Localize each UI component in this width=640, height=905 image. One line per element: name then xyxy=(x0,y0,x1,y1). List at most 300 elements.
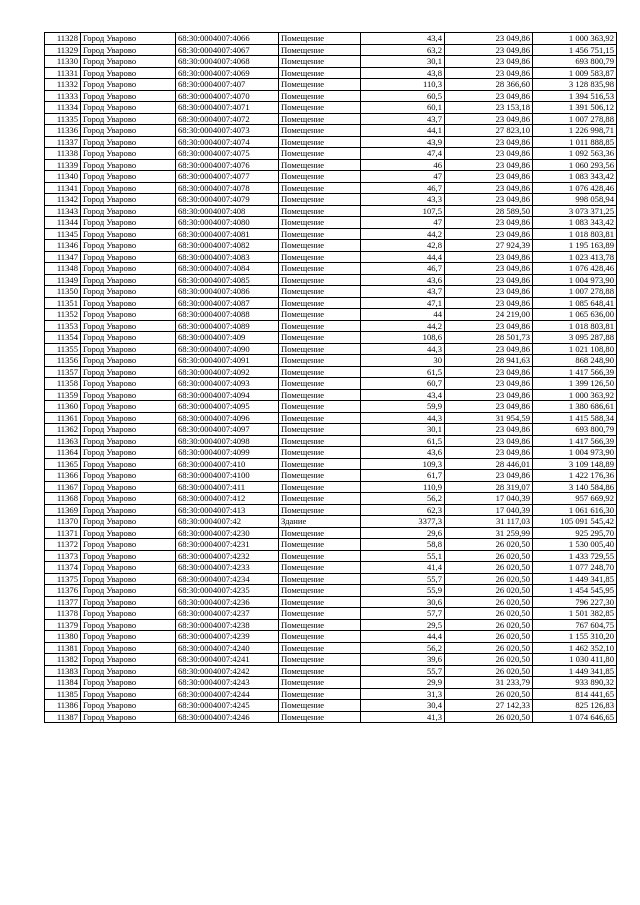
row-number-cell: 11331 xyxy=(45,67,81,79)
area-cell: 42,8 xyxy=(361,240,445,252)
area-cell: 58,8 xyxy=(361,539,445,551)
cadastral-number-cell: 68:30:0004007:4096 xyxy=(176,412,279,424)
area-cell: 43,7 xyxy=(361,286,445,298)
row-number-cell: 11368 xyxy=(45,493,81,505)
table-row xyxy=(45,217,617,229)
row-number-cell: 11384 xyxy=(45,677,81,689)
unit-value-cell: 23 049,86 xyxy=(445,228,533,240)
cadastral-number-cell: 68:30:0004007:4230 xyxy=(176,527,279,539)
table-body xyxy=(45,33,617,723)
unit-value-cell: 31 117,03 xyxy=(445,516,533,528)
area-cell: 60,7 xyxy=(361,378,445,390)
unit-value-cell: 27 142,33 xyxy=(445,700,533,712)
cadastral-number-cell: 68:30:0004007:4233 xyxy=(176,562,279,574)
area-cell: 3377,3 xyxy=(361,516,445,528)
cadastral-number-cell: 68:30:0004007:4232 xyxy=(176,550,279,562)
area-cell: 30,1 xyxy=(361,56,445,68)
row-number-cell: 11367 xyxy=(45,481,81,493)
cadastral-number-cell: 68:30:0004007:4091 xyxy=(176,355,279,367)
object-type-cell: Помещение xyxy=(279,274,361,286)
locality-cell: Город Уварово xyxy=(81,470,176,482)
object-type-cell: Помещение xyxy=(279,562,361,574)
area-cell: 61,7 xyxy=(361,470,445,482)
locality-cell: Город Уварово xyxy=(81,113,176,125)
row-number-cell: 11329 xyxy=(45,44,81,56)
unit-value-cell: 26 020,50 xyxy=(445,585,533,597)
row-number-cell: 11365 xyxy=(45,458,81,470)
area-cell: 43,4 xyxy=(361,33,445,45)
area-cell: 43,9 xyxy=(361,136,445,148)
cadastral-value-cell: 1 394 516,53 xyxy=(533,90,617,102)
cadastral-value-cell: 1 083 343,42 xyxy=(533,217,617,229)
cadastral-value-cell: 1 155 310,20 xyxy=(533,631,617,643)
unit-value-cell: 23 049,86 xyxy=(445,320,533,332)
unit-value-cell: 26 020,50 xyxy=(445,688,533,700)
locality-cell: Город Уварово xyxy=(81,493,176,505)
table-row xyxy=(45,33,617,45)
table-row xyxy=(45,148,617,160)
table-row xyxy=(45,573,617,585)
object-type-cell: Помещение xyxy=(279,631,361,643)
cadastral-number-cell: 68:30:0004007:4068 xyxy=(176,56,279,68)
area-cell: 44,4 xyxy=(361,251,445,263)
table-row xyxy=(45,343,617,355)
cadastral-number-cell: 68:30:0004007:4076 xyxy=(176,159,279,171)
unit-value-cell: 26 020,50 xyxy=(445,711,533,723)
cadastral-value-cell: 1 456 751,15 xyxy=(533,44,617,56)
cadastral-value-cell: 1 092 563,36 xyxy=(533,148,617,160)
table-row xyxy=(45,44,617,56)
locality-cell: Город Уварово xyxy=(81,516,176,528)
cadastral-value-cell: 796 227,30 xyxy=(533,596,617,608)
locality-cell: Город Уварово xyxy=(81,412,176,424)
cadastral-number-cell: 68:30:0004007:4088 xyxy=(176,309,279,321)
object-type-cell: Помещение xyxy=(279,297,361,309)
table-row xyxy=(45,470,617,482)
unit-value-cell: 26 020,50 xyxy=(445,642,533,654)
cadastral-value-cell: 1 004 973,90 xyxy=(533,274,617,286)
table-row xyxy=(45,159,617,171)
cadastral-number-cell: 68:30:0004007:4097 xyxy=(176,424,279,436)
object-type-cell: Помещение xyxy=(279,378,361,390)
cadastral-value-cell: 1 449 341,85 xyxy=(533,665,617,677)
table-row xyxy=(45,125,617,137)
row-number-cell: 11356 xyxy=(45,355,81,367)
unit-value-cell: 28 589,50 xyxy=(445,205,533,217)
table-row xyxy=(45,274,617,286)
object-type-cell: Помещение xyxy=(279,113,361,125)
locality-cell: Город Уварово xyxy=(81,700,176,712)
object-type-cell: Помещение xyxy=(279,44,361,56)
area-cell: 43,3 xyxy=(361,194,445,206)
area-cell: 29,9 xyxy=(361,677,445,689)
area-cell: 44,2 xyxy=(361,228,445,240)
object-type-cell: Помещение xyxy=(279,711,361,723)
cadastral-value-cell: 1 060 293,56 xyxy=(533,159,617,171)
locality-cell: Город Уварово xyxy=(81,297,176,309)
cadastral-number-cell: 68:30:0004007:4073 xyxy=(176,125,279,137)
cadastral-value-cell: 1 023 413,78 xyxy=(533,251,617,263)
cadastral-value-cell: 1 417 566,39 xyxy=(533,366,617,378)
table-row xyxy=(45,596,617,608)
cadastral-value-cell: 1 530 005,40 xyxy=(533,539,617,551)
area-cell: 55,1 xyxy=(361,550,445,562)
unit-value-cell: 31 259,99 xyxy=(445,527,533,539)
row-number-cell: 11363 xyxy=(45,435,81,447)
table-row xyxy=(45,619,617,631)
table-row xyxy=(45,263,617,275)
object-type-cell: Помещение xyxy=(279,90,361,102)
cadastral-value-cell: 1 391 506,12 xyxy=(533,102,617,114)
unit-value-cell: 23 049,86 xyxy=(445,470,533,482)
locality-cell: Город Уварово xyxy=(81,550,176,562)
cadastral-number-cell: 68:30:0004007:4098 xyxy=(176,435,279,447)
area-cell: 30,6 xyxy=(361,596,445,608)
cadastral-value-cell: 1 380 686,61 xyxy=(533,401,617,413)
unit-value-cell: 23 049,86 xyxy=(445,297,533,309)
object-type-cell: Помещение xyxy=(279,401,361,413)
locality-cell: Город Уварово xyxy=(81,665,176,677)
object-type-cell: Помещение xyxy=(279,688,361,700)
table-row xyxy=(45,688,617,700)
object-type-cell: Помещение xyxy=(279,125,361,137)
area-cell: 43,6 xyxy=(361,274,445,286)
cadastral-value-table xyxy=(44,32,617,723)
object-type-cell: Помещение xyxy=(279,654,361,666)
cadastral-number-cell: 68:30:0004007:4069 xyxy=(176,67,279,79)
row-number-cell: 11369 xyxy=(45,504,81,516)
row-number-cell: 11333 xyxy=(45,90,81,102)
table-row xyxy=(45,642,617,654)
area-cell: 47 xyxy=(361,217,445,229)
row-number-cell: 11375 xyxy=(45,573,81,585)
table-row xyxy=(45,136,617,148)
table-row xyxy=(45,516,617,528)
area-cell: 47 xyxy=(361,171,445,183)
area-cell: 60,1 xyxy=(361,102,445,114)
locality-cell: Город Уварово xyxy=(81,677,176,689)
row-number-cell: 11335 xyxy=(45,113,81,125)
locality-cell: Город Уварово xyxy=(81,447,176,459)
object-type-cell: Помещение xyxy=(279,504,361,516)
cadastral-value-cell: 1 000 363,92 xyxy=(533,33,617,45)
area-cell: 46 xyxy=(361,159,445,171)
object-type-cell: Помещение xyxy=(279,343,361,355)
cadastral-number-cell: 68:30:0004007:4083 xyxy=(176,251,279,263)
cadastral-number-cell: 68:30:0004007:411 xyxy=(176,481,279,493)
cadastral-value-cell: 957 669,92 xyxy=(533,493,617,505)
cadastral-number-cell: 68:30:0004007:4236 xyxy=(176,596,279,608)
cadastral-value-cell: 1 415 588,34 xyxy=(533,412,617,424)
area-cell: 110,9 xyxy=(361,481,445,493)
cadastral-number-cell: 68:30:0004007:4082 xyxy=(176,240,279,252)
object-type-cell: Помещение xyxy=(279,424,361,436)
row-number-cell: 11383 xyxy=(45,665,81,677)
table-row xyxy=(45,171,617,183)
table-row xyxy=(45,654,617,666)
cadastral-value-cell: 1 018 803,81 xyxy=(533,228,617,240)
row-number-cell: 11330 xyxy=(45,56,81,68)
row-number-cell: 11343 xyxy=(45,205,81,217)
cadastral-value-cell: 105 091 545,42 xyxy=(533,516,617,528)
cadastral-value-cell: 1 030 411,80 xyxy=(533,654,617,666)
table-row xyxy=(45,378,617,390)
locality-cell: Город Уварово xyxy=(81,320,176,332)
area-cell: 44,3 xyxy=(361,412,445,424)
object-type-cell: Помещение xyxy=(279,159,361,171)
cadastral-value-cell: 1 454 545,95 xyxy=(533,585,617,597)
cadastral-value-cell: 1 433 729,55 xyxy=(533,550,617,562)
row-number-cell: 11350 xyxy=(45,286,81,298)
object-type-cell: Помещение xyxy=(279,33,361,45)
cadastral-number-cell: 68:30:0004007:4099 xyxy=(176,447,279,459)
area-cell: 55,9 xyxy=(361,585,445,597)
cadastral-number-cell: 68:30:0004007:4075 xyxy=(176,148,279,160)
table-row xyxy=(45,539,617,551)
cadastral-value-cell: 1 449 341,85 xyxy=(533,573,617,585)
cadastral-value-cell: 3 095 287,88 xyxy=(533,332,617,344)
locality-cell: Город Уварово xyxy=(81,562,176,574)
row-number-cell: 11336 xyxy=(45,125,81,137)
area-cell: 56,2 xyxy=(361,493,445,505)
locality-cell: Город Уварово xyxy=(81,631,176,643)
cadastral-number-cell: 68:30:0004007:412 xyxy=(176,493,279,505)
row-number-cell: 11381 xyxy=(45,642,81,654)
cadastral-number-cell: 68:30:0004007:4074 xyxy=(176,136,279,148)
area-cell: 46,7 xyxy=(361,182,445,194)
locality-cell: Город Уварово xyxy=(81,79,176,91)
table-row xyxy=(45,56,617,68)
locality-cell: Город Уварово xyxy=(81,332,176,344)
cadastral-number-cell: 68:30:0004007:4244 xyxy=(176,688,279,700)
cadastral-value-cell: 1 083 343,42 xyxy=(533,171,617,183)
cadastral-number-cell: 68:30:0004007:409 xyxy=(176,332,279,344)
locality-cell: Город Уварово xyxy=(81,424,176,436)
row-number-cell: 11358 xyxy=(45,378,81,390)
cadastral-number-cell: 68:30:0004007:4234 xyxy=(176,573,279,585)
object-type-cell: Помещение xyxy=(279,493,361,505)
cadastral-value-cell: 1 076 428,46 xyxy=(533,263,617,275)
row-number-cell: 11377 xyxy=(45,596,81,608)
object-type-cell: Помещение xyxy=(279,677,361,689)
cadastral-number-cell: 68:30:0004007:4235 xyxy=(176,585,279,597)
locality-cell: Город Уварово xyxy=(81,619,176,631)
area-cell: 47,1 xyxy=(361,297,445,309)
cadastral-value-cell: 1 417 566,39 xyxy=(533,435,617,447)
cadastral-value-cell: 925 295,70 xyxy=(533,527,617,539)
locality-cell: Город Уварово xyxy=(81,286,176,298)
unit-value-cell: 23 049,86 xyxy=(445,148,533,160)
table-row xyxy=(45,481,617,493)
cadastral-number-cell: 68:30:0004007:4245 xyxy=(176,700,279,712)
row-number-cell: 11376 xyxy=(45,585,81,597)
row-number-cell: 11334 xyxy=(45,102,81,114)
cadastral-number-cell: 68:30:0004007:4238 xyxy=(176,619,279,631)
unit-value-cell: 23 049,86 xyxy=(445,44,533,56)
cadastral-value-cell: 1 007 278,88 xyxy=(533,286,617,298)
locality-cell: Город Уварово xyxy=(81,642,176,654)
area-cell: 31,3 xyxy=(361,688,445,700)
unit-value-cell: 23 049,86 xyxy=(445,33,533,45)
cadastral-value-cell: 1 061 616,30 xyxy=(533,504,617,516)
row-number-cell: 11339 xyxy=(45,159,81,171)
object-type-cell: Помещение xyxy=(279,539,361,551)
unit-value-cell: 23 049,86 xyxy=(445,194,533,206)
object-type-cell: Помещение xyxy=(279,665,361,677)
area-cell: 62,3 xyxy=(361,504,445,516)
table-row xyxy=(45,665,617,677)
cadastral-number-cell: 68:30:0004007:4231 xyxy=(176,539,279,551)
area-cell: 29,6 xyxy=(361,527,445,539)
cadastral-value-cell: 1 501 382,85 xyxy=(533,608,617,620)
cadastral-number-cell: 68:30:0004007:4240 xyxy=(176,642,279,654)
cadastral-number-cell: 68:30:0004007:4100 xyxy=(176,470,279,482)
table-row xyxy=(45,677,617,689)
row-number-cell: 11366 xyxy=(45,470,81,482)
cadastral-number-cell: 68:30:0004007:4090 xyxy=(176,343,279,355)
object-type-cell: Помещение xyxy=(279,470,361,482)
row-number-cell: 11380 xyxy=(45,631,81,643)
unit-value-cell: 23 049,86 xyxy=(445,182,533,194)
unit-value-cell: 26 020,50 xyxy=(445,665,533,677)
unit-value-cell: 23 049,86 xyxy=(445,378,533,390)
cadastral-value-cell: 1 011 888,85 xyxy=(533,136,617,148)
table-row xyxy=(45,447,617,459)
cadastral-value-cell: 1 018 803,81 xyxy=(533,320,617,332)
area-cell: 60,5 xyxy=(361,90,445,102)
cadastral-value-cell: 1 009 583,87 xyxy=(533,67,617,79)
cadastral-number-cell: 68:30:0004007:4071 xyxy=(176,102,279,114)
table-row xyxy=(45,585,617,597)
row-number-cell: 11372 xyxy=(45,539,81,551)
table-row xyxy=(45,435,617,447)
table-row xyxy=(45,550,617,562)
unit-value-cell: 27 823,10 xyxy=(445,125,533,137)
object-type-cell: Помещение xyxy=(279,79,361,91)
unit-value-cell: 31 954,59 xyxy=(445,412,533,424)
row-number-cell: 11359 xyxy=(45,389,81,401)
unit-value-cell: 23 049,86 xyxy=(445,113,533,125)
table-row xyxy=(45,194,617,206)
area-cell: 47,4 xyxy=(361,148,445,160)
locality-cell: Город Уварово xyxy=(81,217,176,229)
locality-cell: Город Уварово xyxy=(81,44,176,56)
object-type-cell: Помещение xyxy=(279,585,361,597)
table-row xyxy=(45,240,617,252)
cadastral-value-cell: 1 074 646,65 xyxy=(533,711,617,723)
table-row xyxy=(45,424,617,436)
row-number-cell: 11385 xyxy=(45,688,81,700)
object-type-cell: Здание xyxy=(279,516,361,528)
object-type-cell: Помещение xyxy=(279,447,361,459)
object-type-cell: Помещение xyxy=(279,286,361,298)
locality-cell: Город Уварово xyxy=(81,585,176,597)
object-type-cell: Помещение xyxy=(279,171,361,183)
table-row xyxy=(45,182,617,194)
object-type-cell: Помещение xyxy=(279,136,361,148)
object-type-cell: Помещение xyxy=(279,332,361,344)
row-number-cell: 11342 xyxy=(45,194,81,206)
unit-value-cell: 17 040,39 xyxy=(445,493,533,505)
unit-value-cell: 17 040,39 xyxy=(445,504,533,516)
cadastral-number-cell: 68:30:0004007:4095 xyxy=(176,401,279,413)
locality-cell: Город Уварово xyxy=(81,527,176,539)
locality-cell: Город Уварово xyxy=(81,90,176,102)
object-type-cell: Помещение xyxy=(279,56,361,68)
table-row xyxy=(45,458,617,470)
locality-cell: Город Уварово xyxy=(81,711,176,723)
unit-value-cell: 28 446,01 xyxy=(445,458,533,470)
cadastral-number-cell: 68:30:0004007:4084 xyxy=(176,263,279,275)
row-number-cell: 11362 xyxy=(45,424,81,436)
table-row xyxy=(45,251,617,263)
area-cell: 107,5 xyxy=(361,205,445,217)
unit-value-cell: 23 049,86 xyxy=(445,251,533,263)
table-row xyxy=(45,412,617,424)
locality-cell: Город Уварово xyxy=(81,343,176,355)
area-cell: 44 xyxy=(361,309,445,321)
cadastral-value-cell: 693 800,79 xyxy=(533,424,617,436)
object-type-cell: Помещение xyxy=(279,573,361,585)
object-type-cell: Помещение xyxy=(279,412,361,424)
locality-cell: Город Уварово xyxy=(81,182,176,194)
unit-value-cell: 26 020,50 xyxy=(445,619,533,631)
object-type-cell: Помещение xyxy=(279,527,361,539)
area-cell: 44,1 xyxy=(361,125,445,137)
row-number-cell: 11341 xyxy=(45,182,81,194)
area-cell: 55,7 xyxy=(361,573,445,585)
cadastral-value-cell: 1 004 973,90 xyxy=(533,447,617,459)
object-type-cell: Помещение xyxy=(279,596,361,608)
table-row xyxy=(45,631,617,643)
object-type-cell: Помещение xyxy=(279,205,361,217)
area-cell: 59,9 xyxy=(361,401,445,413)
row-number-cell: 11374 xyxy=(45,562,81,574)
table-row xyxy=(45,700,617,712)
area-cell: 46,7 xyxy=(361,263,445,275)
cadastral-number-cell: 68:30:0004007:4077 xyxy=(176,171,279,183)
area-cell: 39,6 xyxy=(361,654,445,666)
cadastral-value-cell: 3 128 835,98 xyxy=(533,79,617,91)
unit-value-cell: 28 941,63 xyxy=(445,355,533,367)
unit-value-cell: 23 049,86 xyxy=(445,136,533,148)
table-row xyxy=(45,366,617,378)
locality-cell: Город Уварово xyxy=(81,102,176,114)
row-number-cell: 11328 xyxy=(45,33,81,45)
unit-value-cell: 26 020,50 xyxy=(445,550,533,562)
row-number-cell: 11353 xyxy=(45,320,81,332)
cadastral-value-cell: 1 000 363,92 xyxy=(533,389,617,401)
area-cell: 44,4 xyxy=(361,631,445,643)
cadastral-number-cell: 68:30:0004007:4246 xyxy=(176,711,279,723)
object-type-cell: Помещение xyxy=(279,355,361,367)
area-cell: 43,8 xyxy=(361,67,445,79)
table-row xyxy=(45,90,617,102)
object-type-cell: Помещение xyxy=(279,148,361,160)
cadastral-value-cell: 1 065 636,00 xyxy=(533,309,617,321)
row-number-cell: 11357 xyxy=(45,366,81,378)
area-cell: 61,5 xyxy=(361,435,445,447)
cadastral-number-cell: 68:30:0004007:4081 xyxy=(176,228,279,240)
area-cell: 44,3 xyxy=(361,343,445,355)
locality-cell: Город Уварово xyxy=(81,366,176,378)
unit-value-cell: 23 049,86 xyxy=(445,274,533,286)
table-row xyxy=(45,67,617,79)
row-number-cell: 11337 xyxy=(45,136,81,148)
cadastral-number-cell: 68:30:0004007:410 xyxy=(176,458,279,470)
table-row xyxy=(45,228,617,240)
locality-cell: Город Уварово xyxy=(81,228,176,240)
